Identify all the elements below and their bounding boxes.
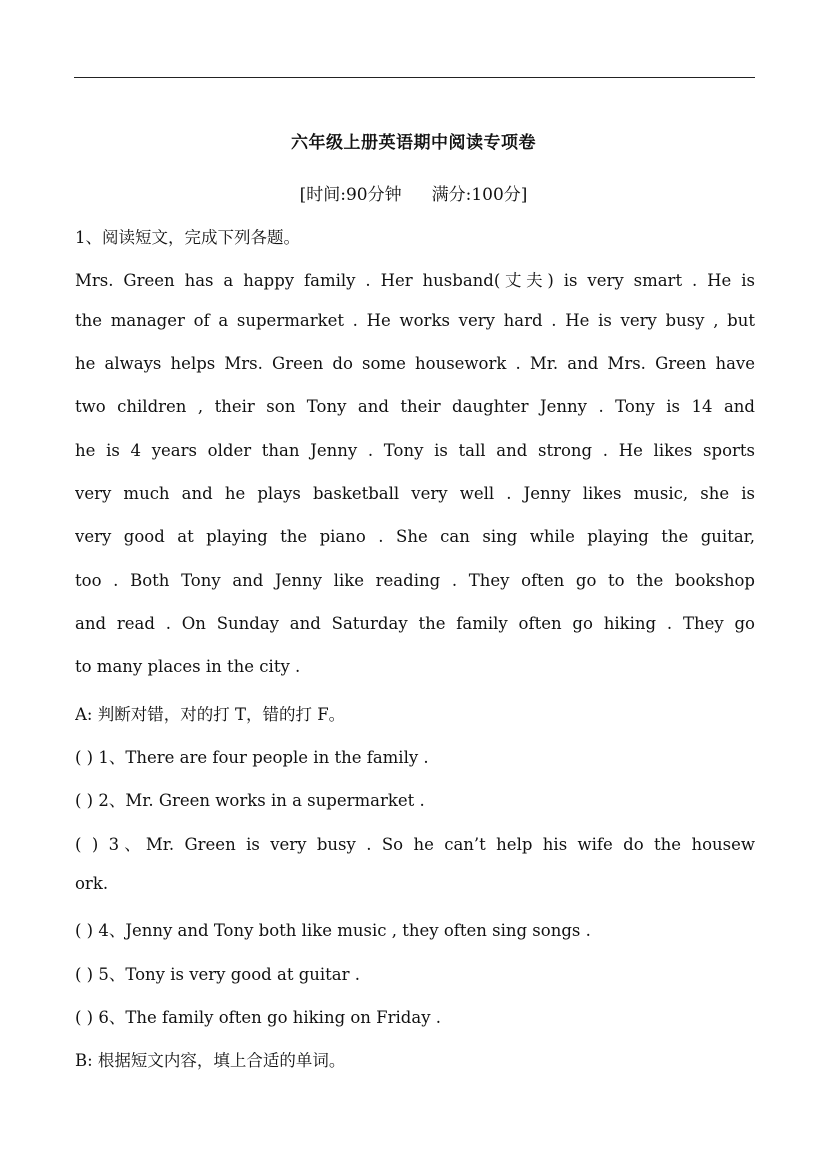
true-false-item-continued: ork. (75, 874, 109, 893)
true-false-item: ( ) 4、Jenny and Tony both like music , they often sing songs . (75, 921, 591, 940)
passage-line: very much and he plays basketball very well . Jenny likes music, she is (75, 484, 755, 503)
passage-line: Mrs. Green has a happy family . Her husband(丈夫) is very smart . He is (75, 271, 755, 290)
true-false-item: ( ) 3、Mr. Green is very busy . So he can’t help his wife do the housew (75, 835, 755, 854)
true-false-item: ( ) 5、Tony is very good at guitar . (75, 965, 361, 984)
passage-line: the manager of a supermarket . He works very hard . He is very busy , but (75, 311, 755, 330)
passage-line: he is 4 years older than Jenny . Tony is tall and strong . He likes sports (75, 441, 755, 460)
question-heading: 1、阅读短文，完成下列各题。 (75, 228, 300, 247)
passage-line: two children , their son Tony and their daughter Jenny . Tony is 14 and (75, 397, 755, 416)
exam-info (0, 180, 827, 205)
passage-line: to many places in the city . (75, 657, 301, 676)
passage-line: very good at playing the piano . She can sing while playing the guitar, (75, 527, 755, 546)
true-false-item: ( ) 6、The family often go hiking on Friday . (75, 1008, 442, 1027)
time-limit: [时间:90分钟 (299, 185, 402, 205)
true-false-item: ( ) 1、There are four people in the family . (75, 748, 429, 767)
part-b-instruction: B: 根据短文内容，填上合适的单词。 (75, 1051, 346, 1070)
header-rule (74, 77, 755, 78)
passage-line: he always helps Mrs. Green do some housework . Mr. and Mrs. Green have (75, 354, 755, 373)
true-false-item: ( ) 2、Mr. Green works in a supermarket . (75, 791, 425, 810)
page-title: 六年级上册英语期中阅读专项卷 (291, 133, 536, 153)
part-a-instruction: A: 判断对错，对的打 T，错的打 F。 (75, 705, 346, 724)
passage-line: too . Both Tony and Jenny like reading . They often go to the bookshop (75, 571, 755, 590)
passage-line: and read . On Sunday and Saturday the family often go hiking . They go (75, 614, 755, 633)
full-score: 满分:100分] (431, 185, 528, 205)
